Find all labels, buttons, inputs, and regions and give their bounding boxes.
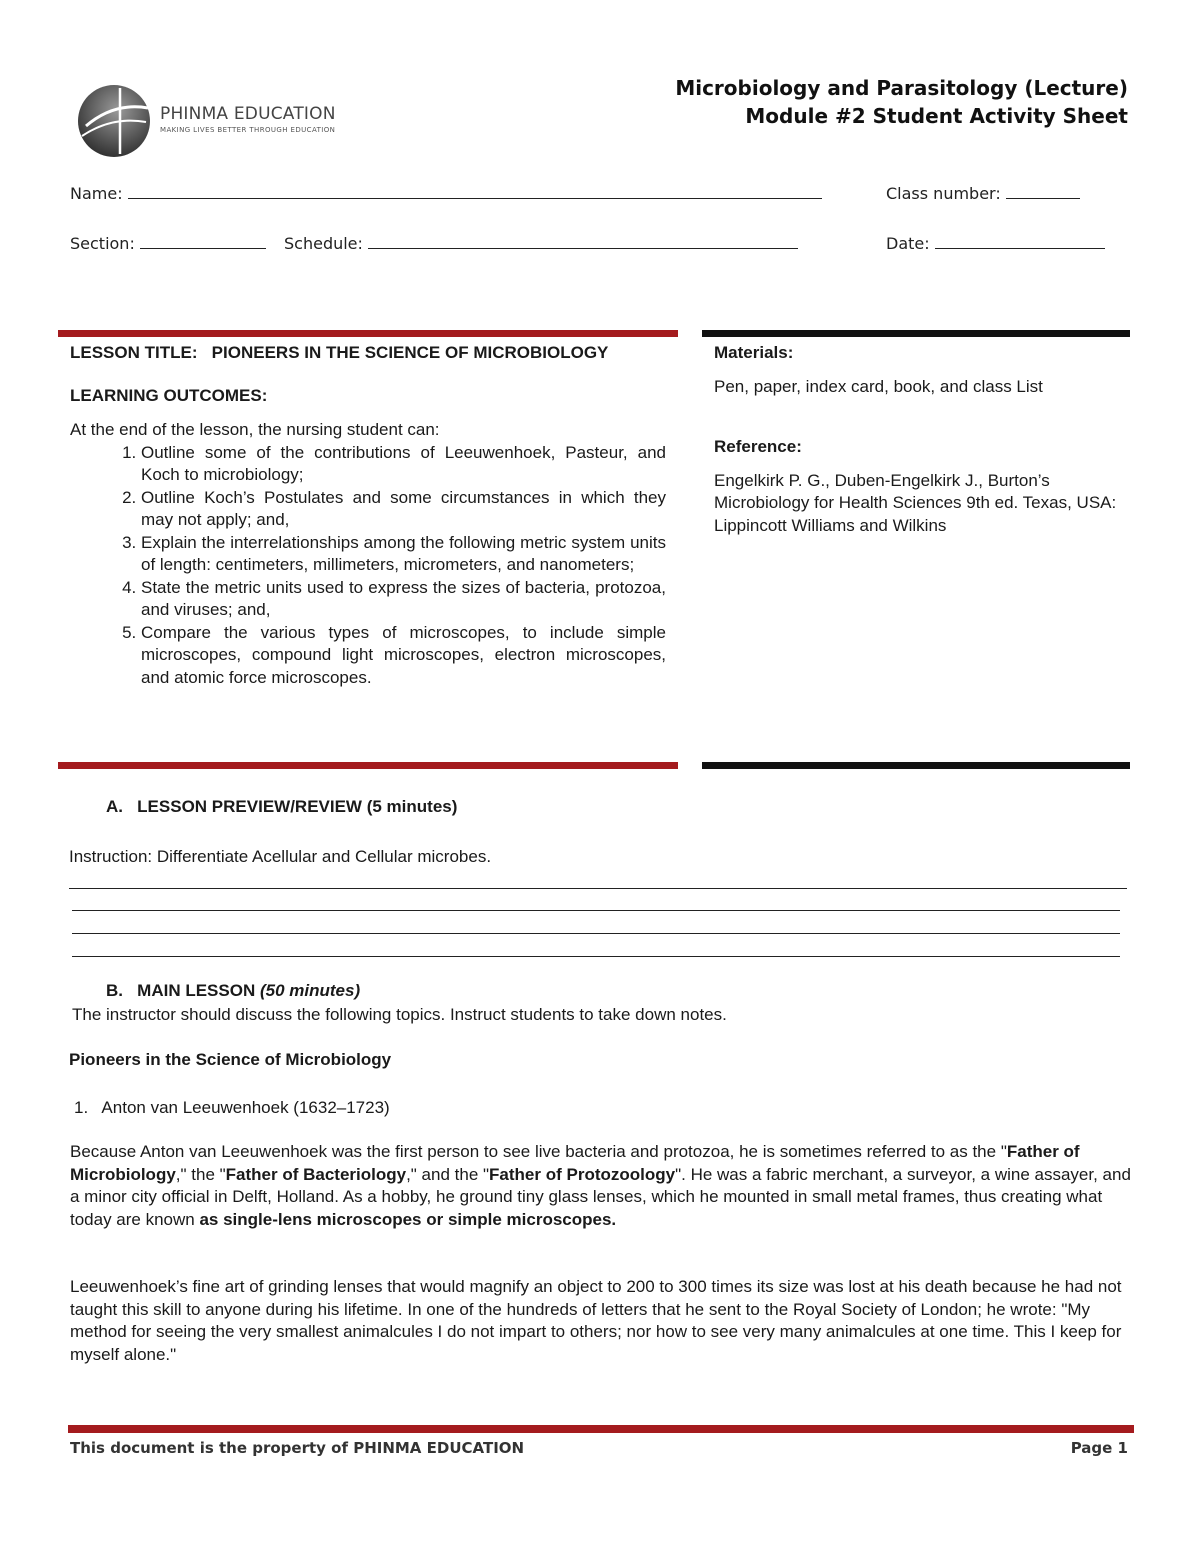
section-a-heading [106, 797, 457, 817]
name-line[interactable] [128, 182, 822, 199]
topic-item-number: 1. [74, 1098, 89, 1117]
outcome-item: 1. Outline some of the contributions of Leeuwenhoek, Pasteur, and Koch to microbiology; [141, 442, 666, 487]
answer-line[interactable] [72, 910, 1120, 911]
section-a-letter: A. [106, 797, 123, 816]
topic-item-title: Anton van Leeuwenhoek (1632–1723) [101, 1098, 390, 1117]
topic-heading: Pioneers in the Science of Microbiology [69, 1050, 392, 1069]
section-b-title: MAIN LESSON [137, 981, 256, 1000]
materials-text: Pen, paper, index card, book, and class List [714, 376, 1043, 396]
divider-black-top [702, 330, 1130, 337]
outcome-item: 5. Compare the various types of microscopes, to include simple microscopes, compound light microscopes, electron microscopes, and atomic force microscopes. [141, 622, 666, 690]
document-title [675, 74, 1128, 130]
footer-property-text: This document is the property of PHINMA EDUCATION [70, 1439, 525, 1457]
p1-text: ," the " [175, 1164, 226, 1184]
class-number-label: Class number: [886, 184, 1001, 203]
lesson-title-value: PIONEERS IN THE SCIENCE OF MICROBIOLOGY [211, 343, 609, 362]
p1-bold-microscopes: as single-lens microscopes or simple microscopes. [199, 1209, 617, 1229]
reference-text: Engelkirk P. G., Duben-Engelkirk J., Burton’s Microbiology for Health Sciences 9th ed. Texas, USA: Lippincott Williams and Wilkins [714, 470, 1117, 535]
p1-bold-microbiology: Father of Microbiology [70, 1142, 1080, 1184]
section-a-instruction: Instruction: Differentiate Acellular and Cellular microbes. [69, 847, 492, 866]
name-field[interactable] [70, 182, 822, 203]
section-b-heading [106, 981, 360, 1001]
title-line-2: Module #2 Student Activity Sheet [745, 104, 1128, 128]
lesson-title [70, 342, 666, 365]
topic-item [74, 1097, 390, 1120]
section-field[interactable] [70, 232, 266, 253]
answer-line[interactable] [72, 933, 1120, 934]
outcomes-list [70, 442, 666, 690]
date-label: Date: [886, 234, 930, 253]
title-line-1: Microbiology and Parasitology (Lecture) [675, 76, 1128, 100]
name-label: Name: [70, 184, 123, 203]
logo-wordmark [160, 104, 336, 134]
class-number-field[interactable] [886, 182, 1080, 203]
p1-text: ". He was a fabric merchant, a surveyor, a wine assayer, and a minor city official in Delft, Holland. As a hobby, he ground tiny glass lenses, which he mounted in small metal frames, thus creating what today are known [70, 1164, 1131, 1229]
schedule-field[interactable] [284, 232, 798, 253]
p1-bold-protozoology: Father of Protozoology [489, 1164, 676, 1184]
section-b-letter: B. [106, 981, 123, 1000]
p1-text: Because Anton van Leeuwenhoek was the first person to see live bacteria and protozoa, he is sometimes referred to as the " [70, 1142, 1007, 1161]
section-a-title: LESSON PREVIEW/REVIEW (5 minutes) [137, 797, 458, 816]
section-b-time: (50 minutes) [259, 981, 361, 1000]
schedule-line[interactable] [368, 232, 798, 249]
lesson-title-label: LESSON TITLE: [70, 343, 198, 362]
answer-line[interactable] [69, 888, 1127, 889]
learning-outcomes-heading: LEARNING OUTCOMES: [70, 385, 268, 405]
date-field[interactable] [886, 232, 1105, 253]
footer-divider [68, 1425, 1134, 1433]
materials-heading: Materials: [714, 343, 794, 362]
p1-text: ," and the " [406, 1164, 490, 1184]
leeuwenhoek-paragraph-2: Leeuwenhoek’s fine art of grinding lenses that would magnify an object to 200 to 300 times its size was lost at his death because he had not taught this skill to anyone during his lifetime. In one of the hundreds of letters that he sent to the Royal Society of London; he wrote: "My method for seeing the very smallest animalcules I do not impart to others; nor how to see very many animalcules at one time. This I keep for myself alone." [70, 1277, 1122, 1364]
section-line[interactable] [140, 232, 266, 249]
section-b-intro: The instructor should discuss the following topics. Instruct students to take down notes. [72, 1005, 727, 1024]
divider-red-bottom [58, 762, 678, 769]
section-label: Section: [70, 234, 135, 253]
schedule-label: Schedule: [284, 234, 363, 253]
materials-reference [714, 342, 1134, 537]
outcome-item: 4. State the metric units used to express the sizes of bacteria, protozoa, and viruses; and, [141, 577, 666, 622]
outcomes-intro: At the end of the lesson, the nursing student can: [70, 420, 440, 439]
p1-bold-bacteriology: Father of Bacteriology [225, 1164, 407, 1184]
outcome-item: 3. Explain the interrelationships among the following metric system units of length: centimeters, millimeters, micrometers, and nanometers; [141, 532, 666, 577]
outcome-item: 2. Outline Koch’s Postulates and some circumstances in which they may not apply; and, [141, 487, 666, 532]
date-line[interactable] [935, 232, 1105, 249]
leeuwenhoek-paragraph-1 [70, 1141, 1132, 1231]
divider-black-bottom [702, 762, 1130, 769]
divider-red-top [58, 330, 678, 337]
lesson-info [70, 342, 666, 689]
footer-page-number: Page 1 [1070, 1439, 1128, 1457]
reference-heading: Reference: [714, 437, 802, 456]
logo-name: PHINMA EDUCATION [160, 104, 336, 124]
logo-tagline: MAKING LIVES BETTER THROUGH EDUCATION [160, 126, 336, 134]
class-number-line[interactable] [1006, 182, 1080, 199]
answer-line[interactable] [72, 956, 1120, 957]
